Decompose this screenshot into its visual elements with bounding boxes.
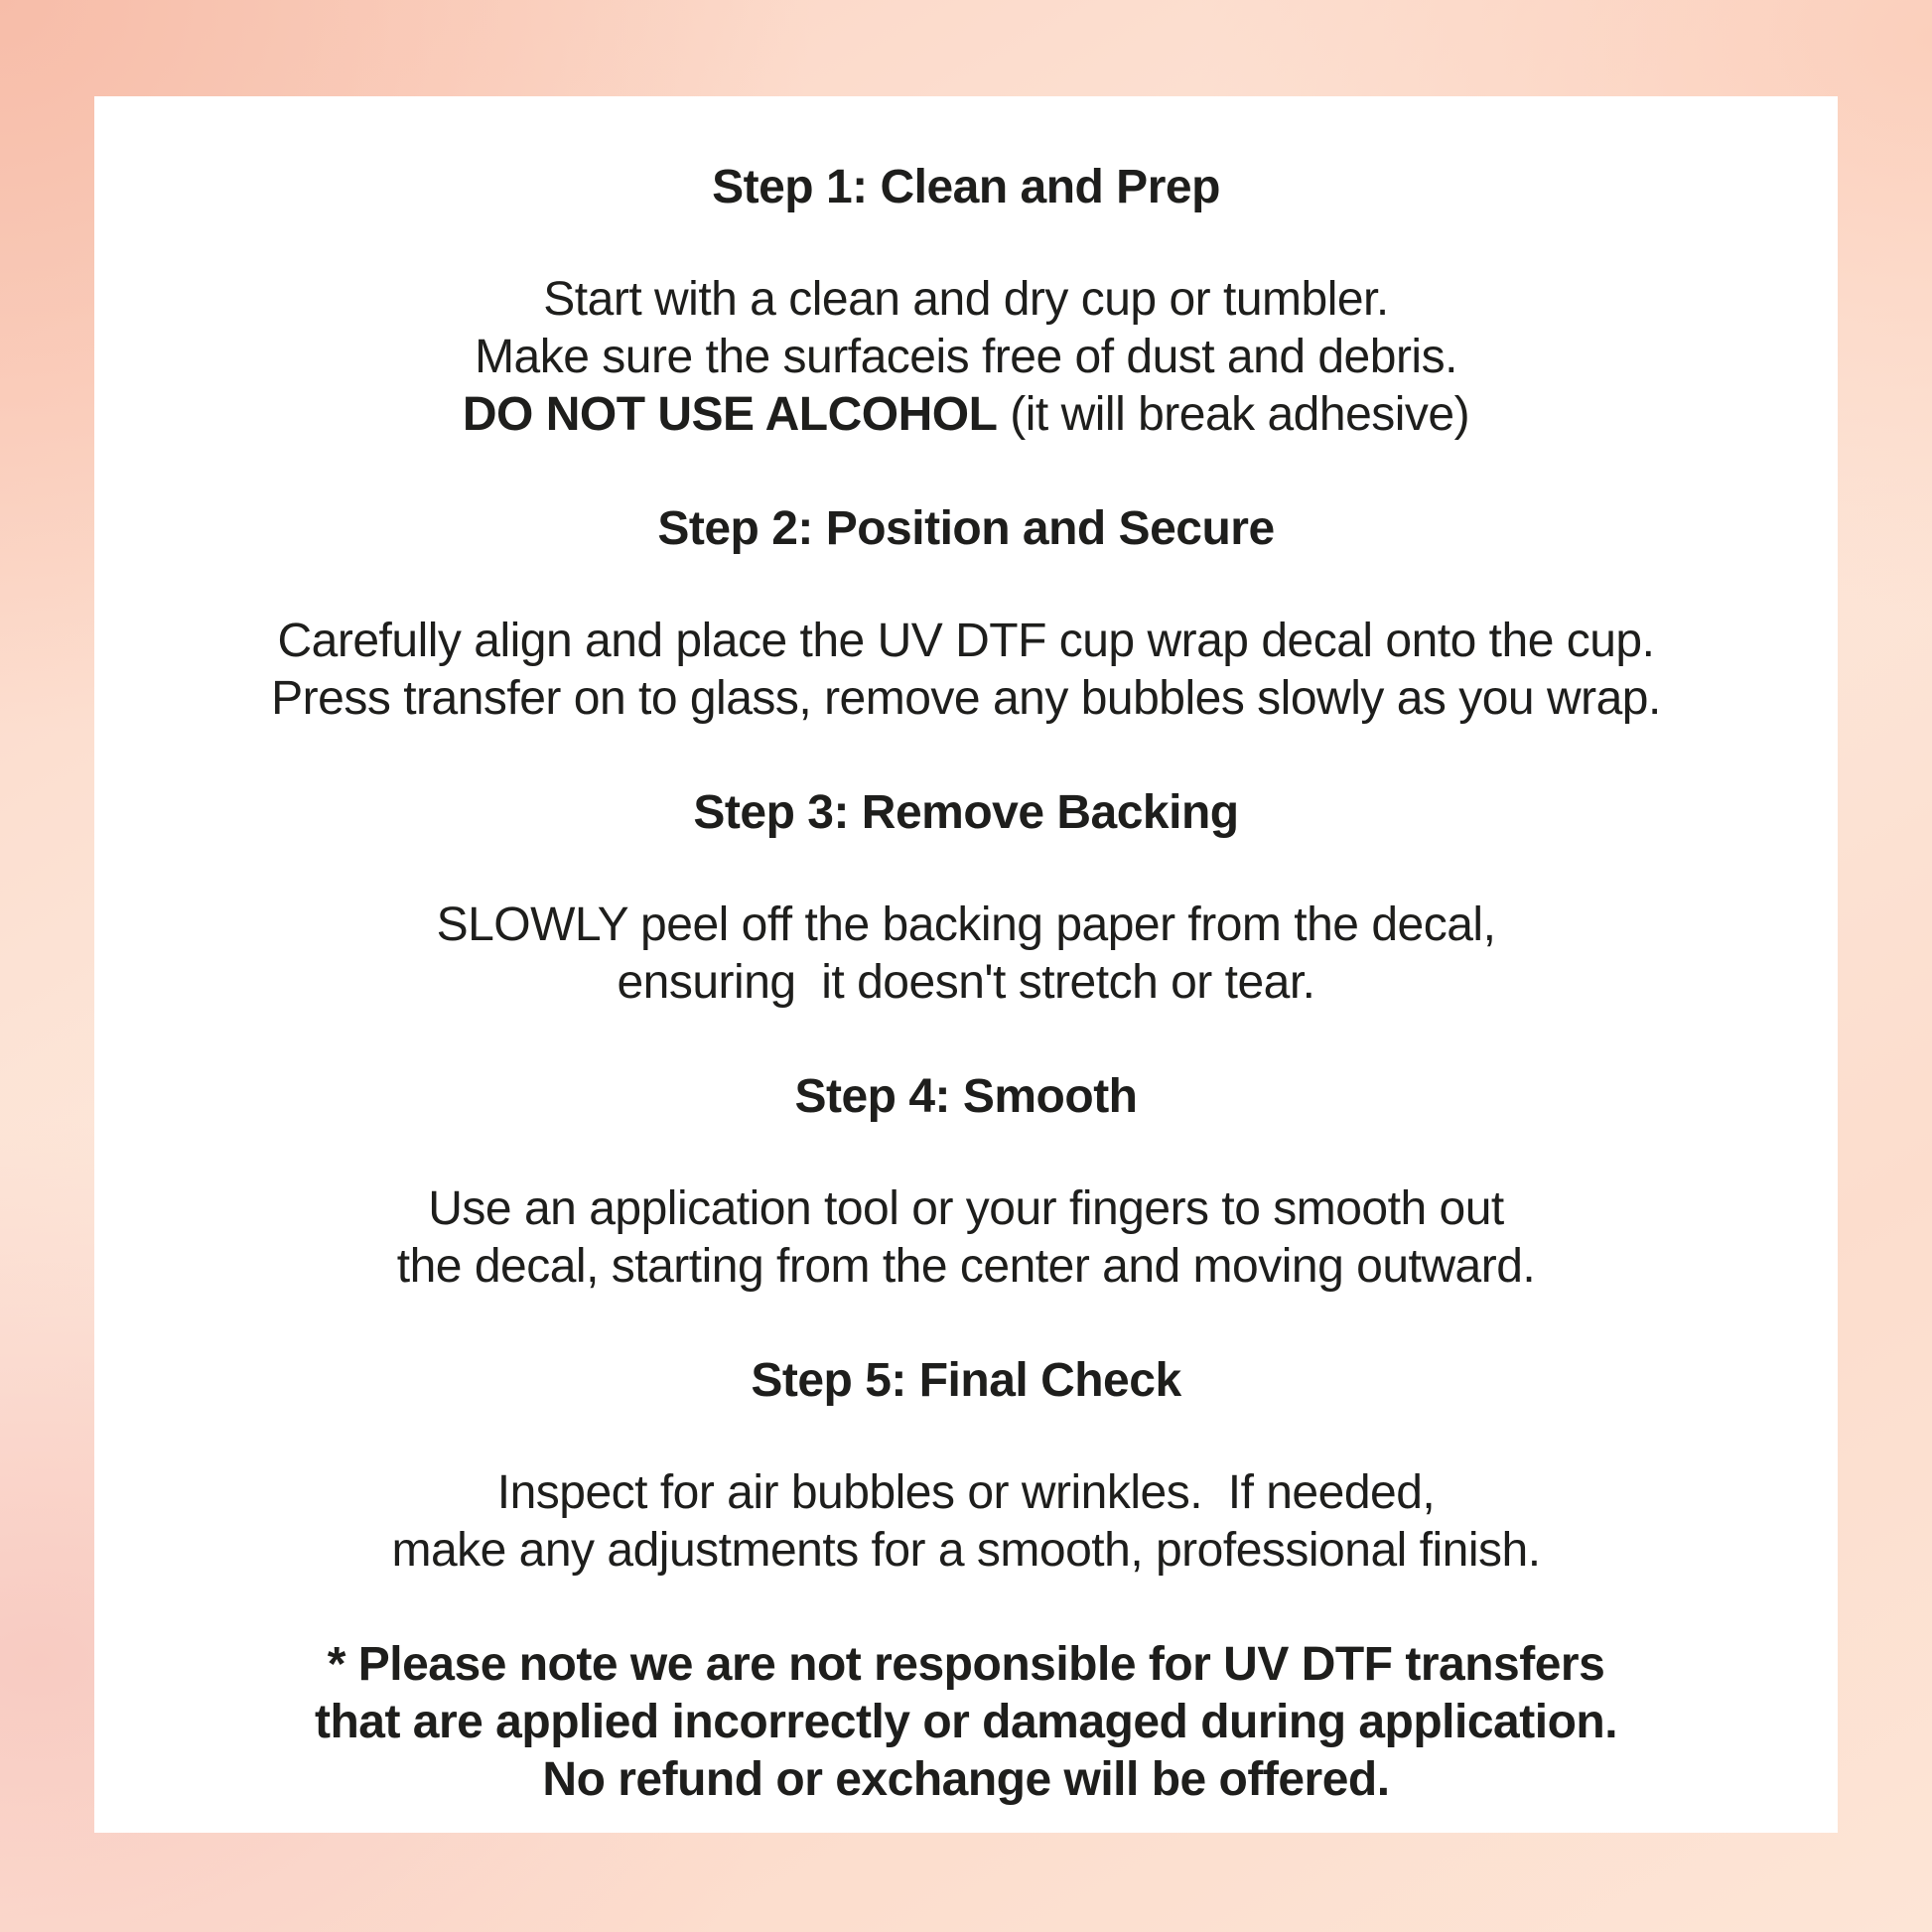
alcohol-warning-rest: (it will break adhesive) — [997, 388, 1470, 441]
instruction-card — [94, 96, 1838, 1833]
step-2-paragraph — [124, 613, 1808, 728]
step-5-heading: Step 5: Final Check — [751, 1354, 1181, 1407]
step-2-heading: Step 2: Position and Secure — [657, 502, 1275, 555]
step-4-heading: Step 4: Smooth — [794, 1070, 1138, 1123]
alcohol-warning-bold: DO NOT USE ALCOHOL — [462, 388, 998, 441]
instruction-line: Use an application tool or your fingers to smooth out — [428, 1182, 1504, 1235]
instruction-line: Start with a clean and dry cup or tumbler. — [543, 273, 1389, 326]
step-1-paragraph — [124, 271, 1808, 444]
instruction-line: Carefully align and place the UV DTF cup wrap decal onto the cup. — [277, 615, 1655, 667]
disclaimer-line: No refund or exchange will be offered. — [542, 1753, 1390, 1806]
instruction-line: ensuring it doesn't stretch or tear. — [617, 956, 1315, 1009]
disclaimer-line: that are applied incorrectly or damaged during application. — [314, 1696, 1618, 1748]
instruction-line: the decal, starting from the center and moving outward. — [396, 1240, 1536, 1293]
instruction-line: SLOWLY peel off the backing paper from the decal, — [436, 898, 1496, 951]
step-5-paragraph — [124, 1464, 1808, 1580]
step-3-heading: Step 3: Remove Backing — [693, 786, 1239, 839]
disclaimer-paragraph — [124, 1636, 1808, 1809]
instruction-line: Inspect for air bubbles or wrinkles. If needed, — [496, 1466, 1436, 1519]
step-3-paragraph — [124, 897, 1808, 1012]
disclaimer-line: * Please note we are not responsible for UV DTF transfers — [327, 1638, 1605, 1691]
instruction-line: Press transfer on to glass, remove any bubbles slowly as you wrap. — [271, 672, 1661, 725]
step-4-paragraph — [124, 1180, 1808, 1296]
step-1-heading: Step 1: Clean and Prep — [712, 161, 1220, 213]
instruction-line: Make sure the surfaceis free of dust and debris. — [475, 331, 1457, 383]
instruction-line: make any adjustments for a smooth, professional finish. — [391, 1524, 1541, 1577]
